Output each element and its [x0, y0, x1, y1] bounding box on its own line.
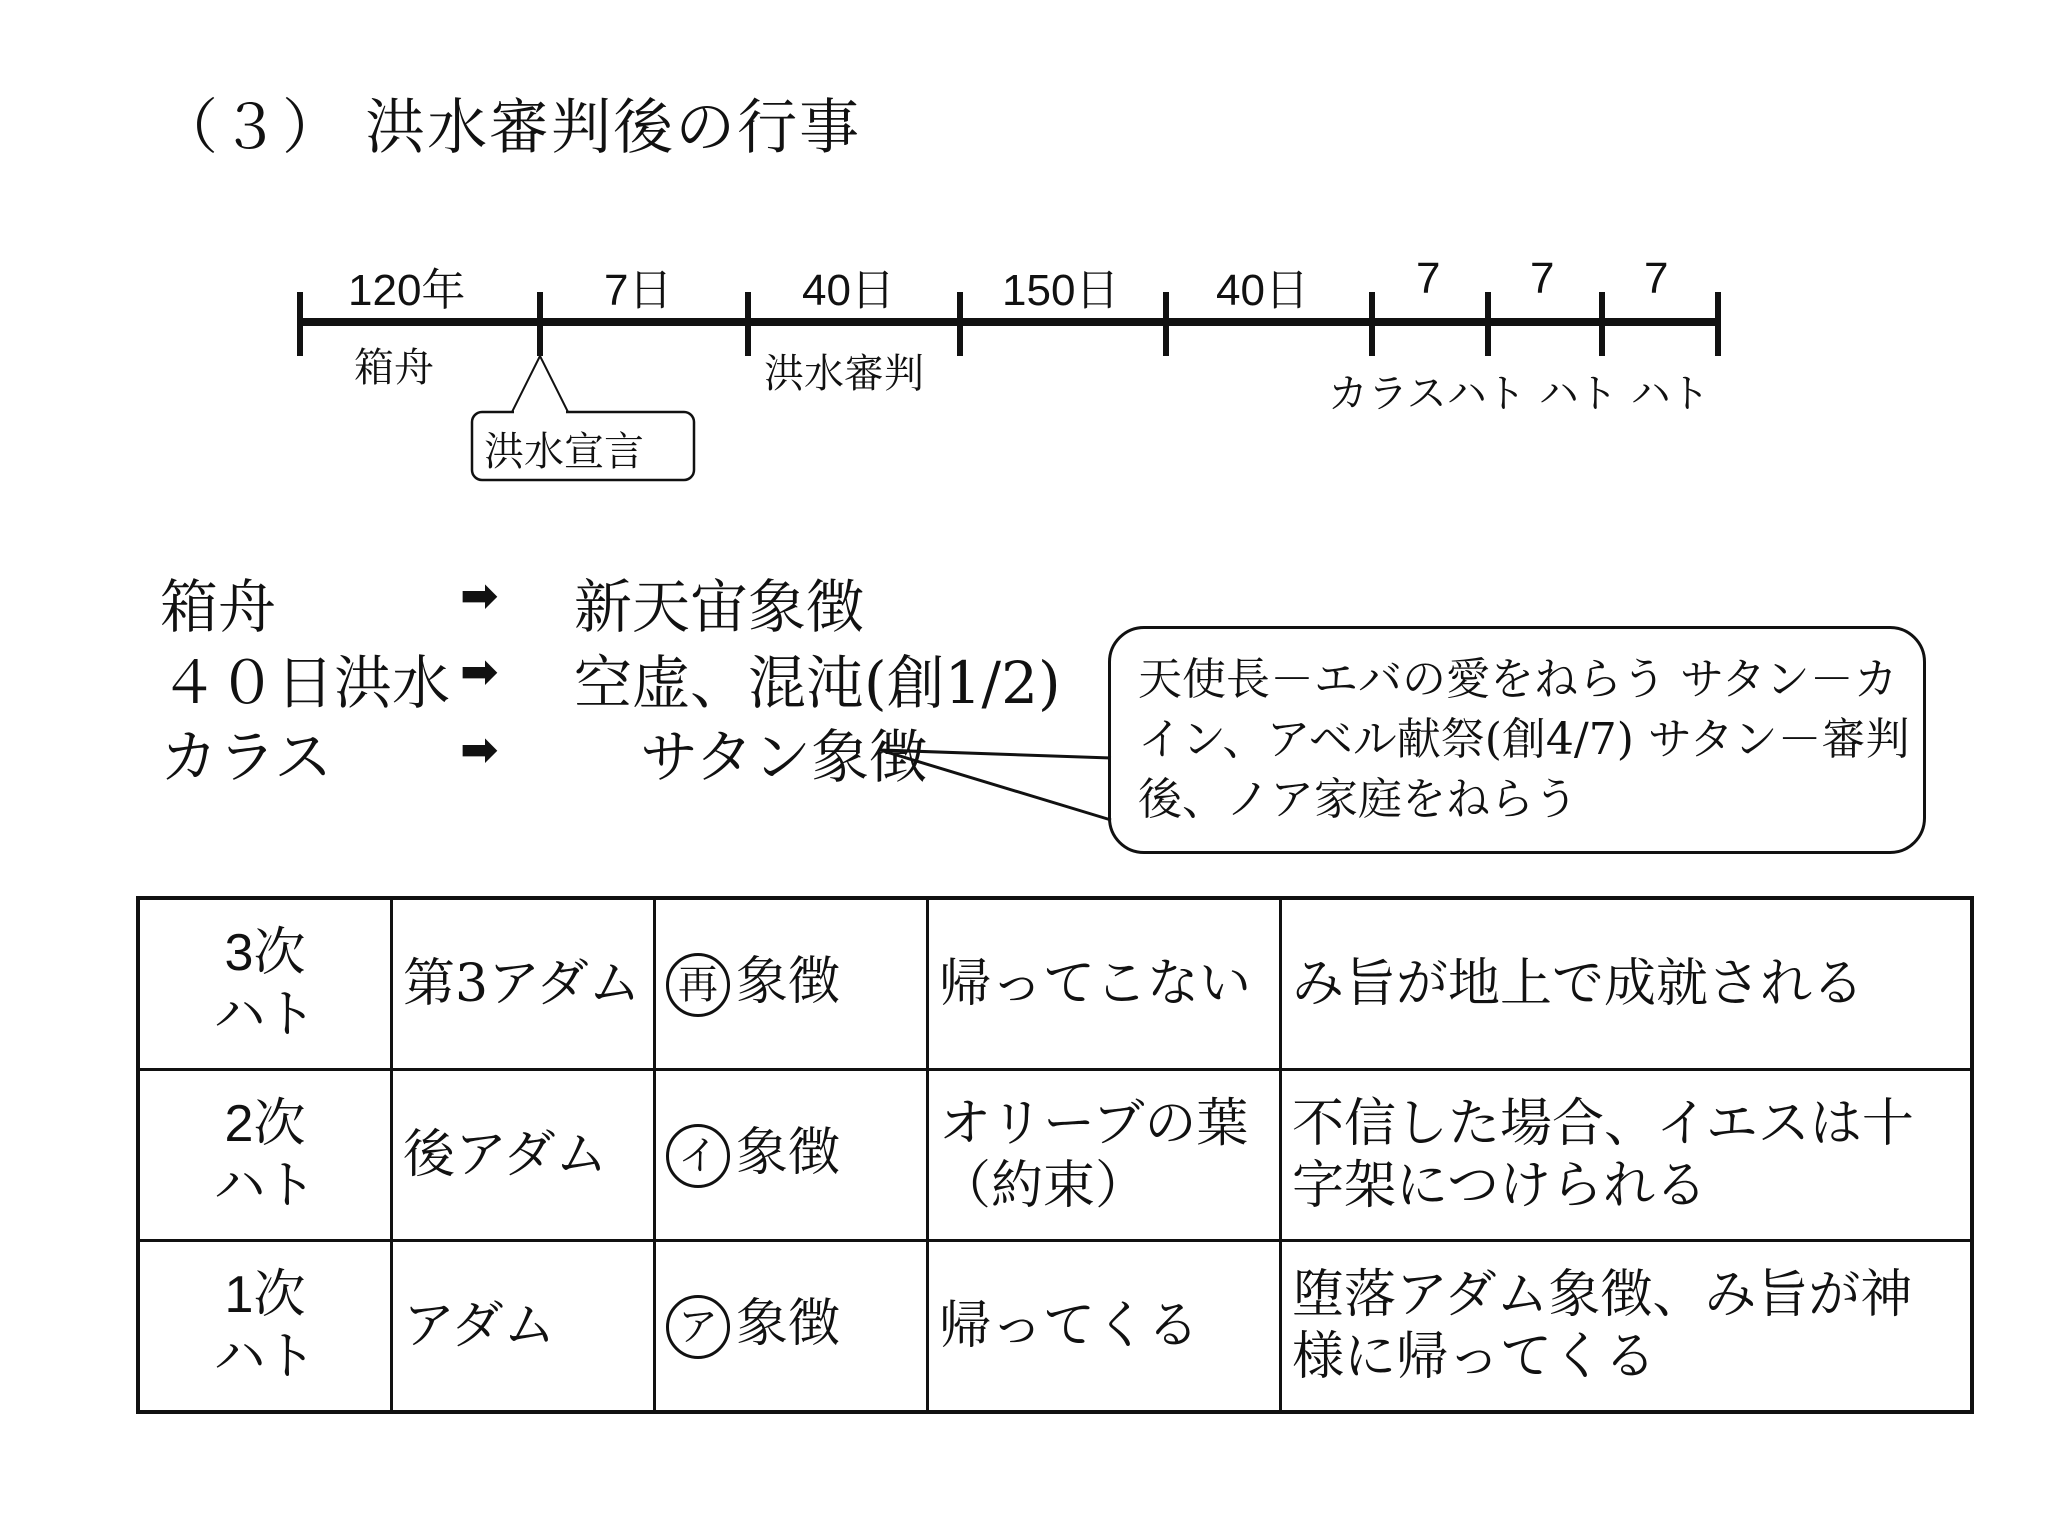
adam-cell: アダム	[392, 1241, 655, 1413]
generation-cell	[138, 1241, 392, 1413]
mapping-source-ark: 箱舟	[160, 573, 277, 641]
mapping-target-flood: 空虚、混沌(創1/2)	[574, 649, 1061, 717]
mapping-target-crow: サタン象徴	[640, 723, 928, 791]
segment-label-1: 120年	[348, 266, 466, 315]
table-row	[138, 1241, 1972, 1413]
circled-mark-icon: ア	[666, 1295, 730, 1359]
adam-cell: 第3アダム	[392, 898, 655, 1070]
flood-declaration-label: 洪水宣言	[484, 429, 644, 475]
circled-mark-icon: イ	[666, 1124, 730, 1188]
dove-table	[136, 896, 1974, 1414]
mapping-source-crow: カラス	[160, 723, 333, 791]
birds-label: カラスハト ハト ハト	[1328, 371, 1710, 417]
symbol-cell	[655, 898, 928, 1070]
mapping-target-ark: 新天宙象徴	[574, 573, 865, 641]
table-row	[138, 1070, 1972, 1241]
flood-judgment-label: 洪水審判	[764, 351, 924, 397]
symbol-cell	[655, 1241, 928, 1413]
circled-mark-icon: 再	[666, 953, 730, 1017]
meaning-cell: 堕落アダム象徴、み旨が神様に帰ってくる	[1281, 1241, 1973, 1413]
symbol-label: 象徴	[736, 1122, 841, 1183]
segment-label-3: 40日	[802, 266, 895, 315]
arrow-icon: ➡	[460, 568, 499, 622]
segment-label-5: 40日	[1216, 266, 1309, 315]
segment-label-4: 150日	[1002, 266, 1120, 315]
symbol-label: 象徴	[736, 951, 841, 1012]
generation-dove: ハト	[213, 985, 317, 1045]
segment-label-6: 7	[1416, 254, 1441, 303]
symbol-cell	[655, 1070, 928, 1241]
arrow-icon: ➡	[460, 644, 499, 698]
segment-label-2: 7日	[604, 266, 673, 315]
return-cell: 帰ってこない	[928, 898, 1281, 1070]
page-title: （３） 洪水審判後の行事	[158, 93, 862, 163]
adam-cell: 後アダム	[392, 1070, 655, 1241]
segment-label-8: 7	[1644, 254, 1669, 303]
meaning-cell: み旨が地上で成就される	[1281, 898, 1973, 1070]
table-row	[138, 898, 1972, 1070]
segment-label-7: 7	[1530, 254, 1555, 303]
generation-cell	[138, 898, 392, 1070]
meaning-cell: 不信した場合、イエスは十字架につけられる	[1281, 1070, 1973, 1241]
symbol-label: 象徴	[736, 1293, 841, 1354]
return-cell: オリーブの葉 （約束）	[928, 1070, 1281, 1241]
generation-dove: ハト	[213, 1156, 317, 1216]
note-text: 天使長－エバの愛をねらう サタン－カイン、アベル献祭(創4/7) サタン－審判後、ノア家庭をねらう	[1138, 654, 1910, 825]
generation-cell	[138, 1070, 392, 1241]
generation-number: 2次	[224, 1095, 306, 1153]
return-cell: 帰ってくる	[928, 1241, 1281, 1413]
generation-number: 1次	[224, 1266, 306, 1324]
mapping-source-flood: ４０日洪水	[160, 649, 451, 717]
ark-label: 箱舟	[354, 345, 434, 391]
generation-dove: ハト	[213, 1327, 317, 1387]
arrow-icon: ➡	[460, 722, 499, 776]
generation-number: 3次	[224, 924, 306, 982]
